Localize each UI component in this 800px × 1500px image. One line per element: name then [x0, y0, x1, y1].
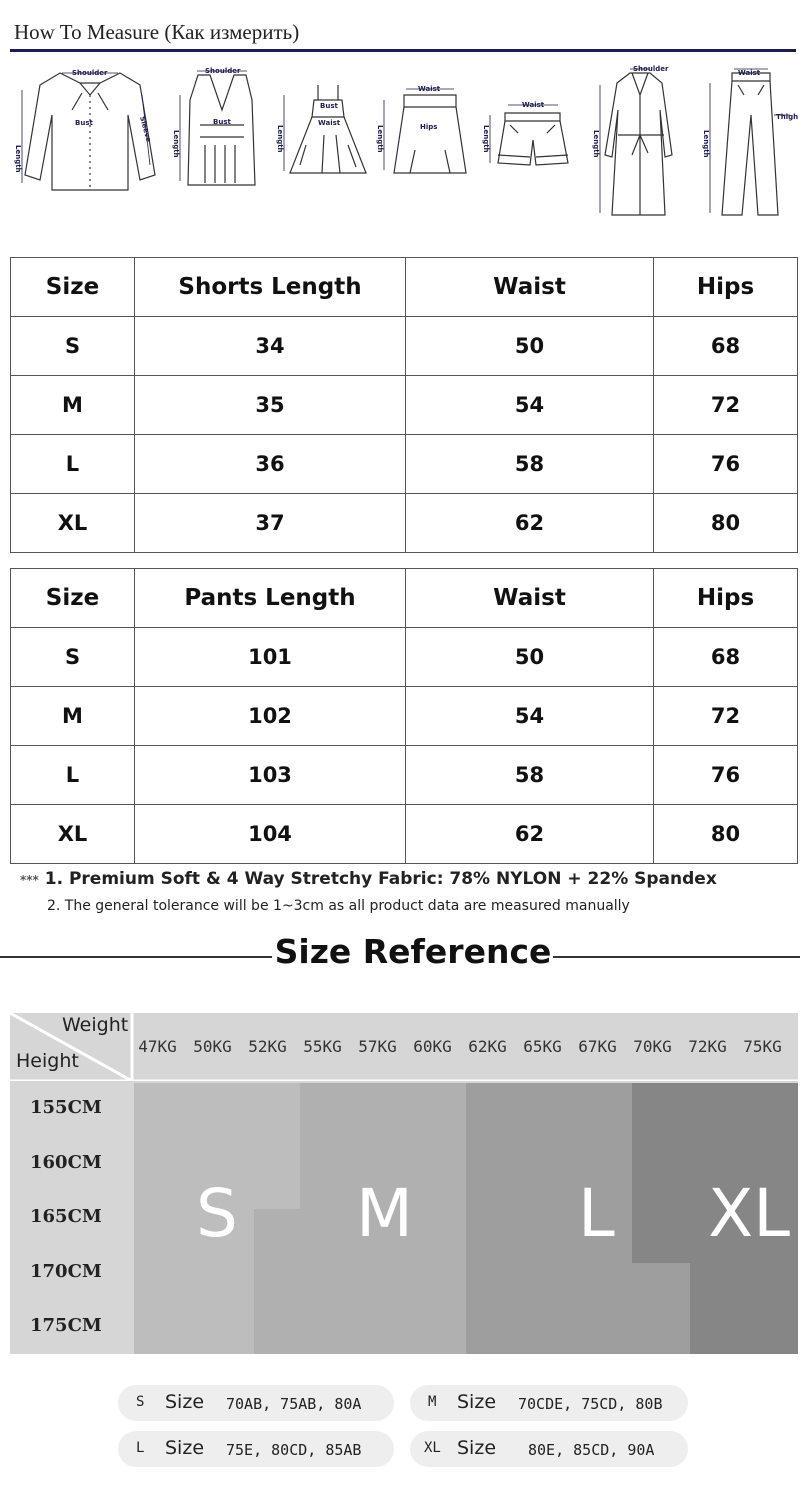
header-waist: Waist — [406, 569, 654, 628]
height-label: 170CM — [30, 1261, 102, 1282]
measure-figures — [0, 55, 800, 225]
svg-text:Length: Length — [14, 145, 22, 173]
cell-length: 104 — [135, 805, 406, 864]
measure-title: How To Measure (Как измерить) — [14, 20, 300, 44]
cell-hips: 72 — [654, 687, 798, 746]
zone-l-step — [466, 1083, 522, 1203]
tank-top-figure — [188, 75, 255, 185]
header-hips: Hips — [654, 569, 798, 628]
svg-text:Length: Length — [702, 130, 710, 158]
cell-length: 34 — [135, 317, 406, 376]
table-header-row — [11, 258, 798, 317]
zone-label-m: M — [356, 1175, 413, 1252]
cell-hips: 76 — [654, 746, 798, 805]
cell-hips: 80 — [654, 494, 798, 553]
cell-hips: 76 — [654, 435, 798, 494]
pill-word: Size — [165, 1391, 205, 1413]
bra-size-pill-l — [118, 1431, 394, 1467]
pill-cups: 70CDE, 75CD, 80B — [518, 1395, 663, 1413]
cell-length: 36 — [135, 435, 406, 494]
pill-size: XL — [424, 1440, 441, 1456]
bra-size-pill-m — [410, 1385, 688, 1421]
zone-l-lower — [632, 1263, 690, 1354]
cell-waist: 58 — [406, 435, 654, 494]
pill-size: M — [428, 1394, 437, 1410]
weight-label: 47KG — [138, 1037, 177, 1056]
weight-label: 65KG — [523, 1037, 562, 1056]
table-row — [11, 317, 798, 376]
table-row — [11, 628, 798, 687]
zone-xl-lower — [690, 1263, 798, 1354]
weight-label: 57KG — [358, 1037, 397, 1056]
weight-axis-label: Weight — [62, 1014, 129, 1036]
table-header-row — [11, 569, 798, 628]
cell-waist: 58 — [406, 746, 654, 805]
zone-label-s: S — [196, 1175, 238, 1252]
weight-label: 52KG — [248, 1037, 287, 1056]
bra-size-pill-s — [118, 1385, 394, 1421]
svg-text:Length: Length — [276, 125, 284, 153]
skirt-figure — [394, 95, 466, 173]
cell-length: 101 — [135, 628, 406, 687]
svg-text:Bust: Bust — [320, 102, 338, 110]
weight-label: 50KG — [193, 1037, 232, 1056]
size-reference-title: Size Reference — [274, 932, 552, 971]
cell-waist: 50 — [406, 628, 654, 687]
cell-waist: 62 — [406, 805, 654, 864]
cell-waist: 54 — [406, 687, 654, 746]
svg-text:Thigh: Thigh — [776, 113, 799, 121]
cell-hips: 68 — [654, 628, 798, 687]
zone-label-l: L — [578, 1175, 615, 1252]
pill-size: S — [136, 1394, 145, 1410]
cell-size: L — [11, 746, 135, 805]
height-axis-label: Height — [16, 1050, 79, 1072]
cell-size: XL — [11, 805, 135, 864]
cell-waist: 54 — [406, 376, 654, 435]
svg-text:Length: Length — [376, 125, 384, 153]
cell-waist: 62 — [406, 494, 654, 553]
table-row — [11, 376, 798, 435]
garment-illustrations — [0, 55, 800, 225]
svg-text:Waist: Waist — [738, 69, 761, 77]
cell-size: L — [11, 435, 135, 494]
note-line-1: 1. Premium Soft & 4 Way Stretchy Fabric: 78% NYLON + 22% Spandex — [44, 869, 717, 889]
table-row — [11, 746, 798, 805]
cell-size: M — [11, 376, 135, 435]
weight-label: 70KG — [633, 1037, 672, 1056]
size-reference-chart — [10, 1013, 798, 1354]
svg-text:Waist: Waist — [522, 101, 545, 109]
weight-labels — [130, 1037, 798, 1061]
weight-label: 55KG — [303, 1037, 342, 1056]
header-size: Size — [11, 569, 135, 628]
weight-label: 75KG — [743, 1037, 782, 1056]
pill-cups: 75E, 80CD, 85AB — [226, 1441, 362, 1459]
cell-length: 35 — [135, 376, 406, 435]
cell-length: 102 — [135, 687, 406, 746]
cell-size: M — [11, 687, 135, 746]
cell-length: 103 — [135, 746, 406, 805]
pill-word: Size — [457, 1437, 497, 1459]
pants-figure — [722, 73, 778, 215]
cell-hips: 80 — [654, 805, 798, 864]
pill-word: Size — [457, 1391, 497, 1413]
note-stars: *** — [20, 873, 39, 887]
svg-text:Length: Length — [172, 130, 180, 158]
zone-m-step — [254, 1209, 300, 1354]
table-row — [11, 687, 798, 746]
height-label: 175CM — [30, 1315, 102, 1336]
cell-hips: 68 — [654, 317, 798, 376]
cell-size: S — [11, 317, 135, 376]
pill-word: Size — [165, 1437, 205, 1459]
coat-figure — [605, 73, 672, 215]
header-hips: Hips — [654, 258, 798, 317]
svg-text:Bust: Bust — [213, 118, 231, 126]
shorts-size-table — [10, 257, 798, 553]
title-divider — [10, 49, 796, 52]
bra-size-pill-xl — [410, 1431, 688, 1467]
weight-label: 67KG — [578, 1037, 617, 1056]
svg-text:Bust: Bust — [75, 119, 93, 127]
header-shorts-length: Shorts Length — [135, 258, 406, 317]
shorts-figure — [498, 113, 568, 165]
height-label: 155CM — [30, 1097, 102, 1118]
height-label: 165CM — [30, 1206, 102, 1227]
pants-size-table — [10, 568, 798, 864]
blouse-figure — [25, 73, 155, 190]
zone-label-xl: XL — [708, 1175, 790, 1252]
pill-size: L — [136, 1440, 145, 1456]
pill-cups: 80E, 85CD, 90A — [528, 1441, 655, 1459]
pill-cups: 70AB, 75AB, 80A — [226, 1395, 362, 1413]
svg-text:Shoulder: Shoulder — [633, 65, 669, 73]
cell-size: XL — [11, 494, 135, 553]
cell-hips: 72 — [654, 376, 798, 435]
table-row — [11, 805, 798, 864]
fabric-note — [20, 869, 717, 889]
height-label: 160CM — [30, 1152, 102, 1173]
svg-text:Length: Length — [482, 125, 490, 153]
cell-length: 37 — [135, 494, 406, 553]
weight-label: 60KG — [413, 1037, 452, 1056]
svg-text:Hips: Hips — [420, 123, 438, 131]
header-pants-length: Pants Length — [135, 569, 406, 628]
svg-text:Waist: Waist — [418, 85, 441, 93]
svg-text:Length: Length — [592, 130, 600, 158]
header-size: Size — [11, 258, 135, 317]
cell-size: S — [11, 628, 135, 687]
slip-dress-figure — [290, 85, 366, 173]
svg-text:Sleeve: Sleeve — [138, 115, 153, 143]
svg-text:Shoulder: Shoulder — [205, 67, 241, 75]
table-row — [11, 494, 798, 553]
svg-text:Waist: Waist — [318, 119, 341, 127]
cell-waist: 50 — [406, 317, 654, 376]
header-waist: Waist — [406, 258, 654, 317]
weight-label: 62KG — [468, 1037, 507, 1056]
table-row — [11, 435, 798, 494]
weight-label: 72KG — [688, 1037, 727, 1056]
tolerance-note: 2. The general tolerance will be 1~3cm as all product data are measured manually — [47, 898, 630, 914]
svg-text:Shoulder: Shoulder — [72, 69, 108, 77]
